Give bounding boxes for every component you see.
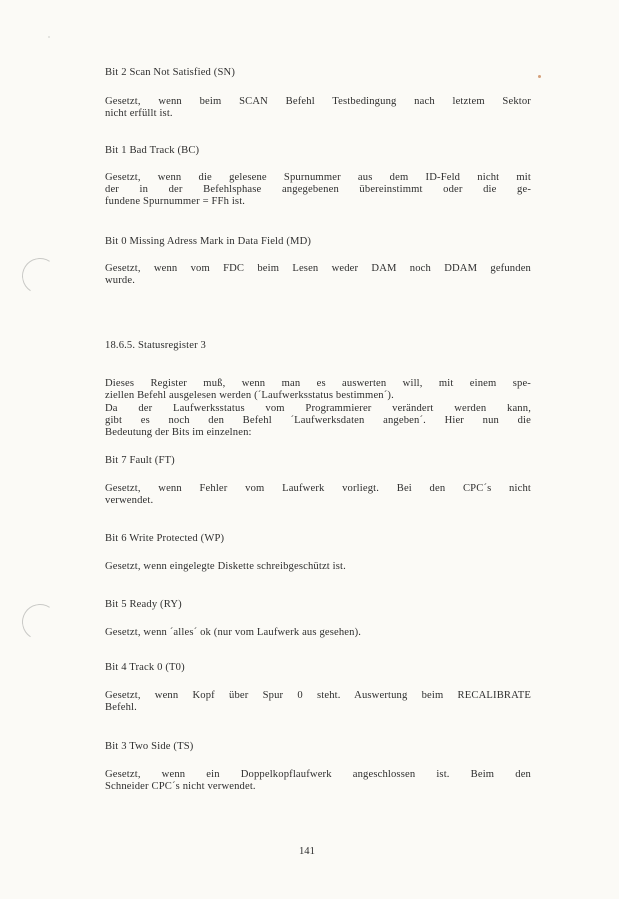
text-line: Gesetzt, wenn eingelegte Diskette schreibgeschützt ist. [105, 561, 346, 572]
text-line: gibt es noch den Befehl ´Laufwerksdaten angeben´. Hier nun die [105, 415, 531, 426]
text-line: Gesetzt, wenn beim SCAN Befehl Testbedingung nach letztem Sektor [105, 96, 531, 107]
text-line: ziellen Befehl ausgelesen werden (´Laufwerksstatus bestimmen´). [105, 390, 394, 401]
text-line: Gesetzt, wenn ´alles´ ok (nur vom Laufwerk aus gesehen). [105, 627, 362, 638]
text-line: 18.6.5. Statusregister 3 [105, 340, 206, 351]
text-line: Gesetzt, wenn Fehler vom Laufwerk vorliegt. Bei den CPC´s nicht [105, 483, 531, 494]
text-line: Gesetzt, wenn Kopf über Spur 0 steht. Auswertung beim RECALIBRATE [105, 690, 531, 701]
text-line: Gesetzt, wenn vom FDC beim Lesen weder DAM noch DDAM gefunden [105, 263, 531, 274]
paper-speck [48, 36, 50, 38]
text-line: der in der Befehlsphase angegebenen übereinstimmt oder die ge- [105, 184, 531, 195]
text-line: verwendet. [105, 495, 154, 506]
text-line: Gesetzt, wenn die gelesene Spurnummer aus dem ID-Feld nicht mit [105, 172, 531, 183]
text-line: Schneider CPC´s nicht verwendet. [105, 781, 256, 792]
paper-speck [538, 75, 541, 78]
text-line: Bit 1 Bad Track (BC) [105, 145, 200, 156]
text-line: Bit 3 Two Side (TS) [105, 741, 194, 752]
text-line: Bit 5 Ready (RY) [105, 599, 182, 610]
text-line: Bit 0 Missing Adress Mark in Data Field (MD) [105, 236, 312, 247]
punch-hole-mark [19, 255, 62, 298]
text-line: Da der Laufwerksstatus vom Programmierer verändert werden kann, [105, 403, 531, 414]
text-line: Dieses Register muß, wenn man es auswerten will, mit einem spe- [105, 378, 531, 389]
text-line: Bedeutung der Bits im einzelnen: [105, 427, 252, 438]
text-line: Befehl. [105, 702, 137, 713]
text-line: wurde. [105, 275, 136, 286]
text-line: Bit 2 Scan Not Satisfied (SN) [105, 67, 235, 78]
page-number: 141 [299, 846, 315, 857]
text-line: Bit 7 Fault (FT) [105, 455, 175, 466]
text-line: nicht erfüllt ist. [105, 108, 173, 119]
text-line: Gesetzt, wenn ein Doppelkopflaufwerk angeschlossen ist. Beim den [105, 769, 531, 780]
text-line: Bit 6 Write Protected (WP) [105, 533, 225, 544]
text-line: Bit 4 Track 0 (T0) [105, 662, 185, 673]
punch-hole-mark [19, 601, 62, 644]
text-line: fundene Spurnummer = FFh ist. [105, 196, 246, 207]
